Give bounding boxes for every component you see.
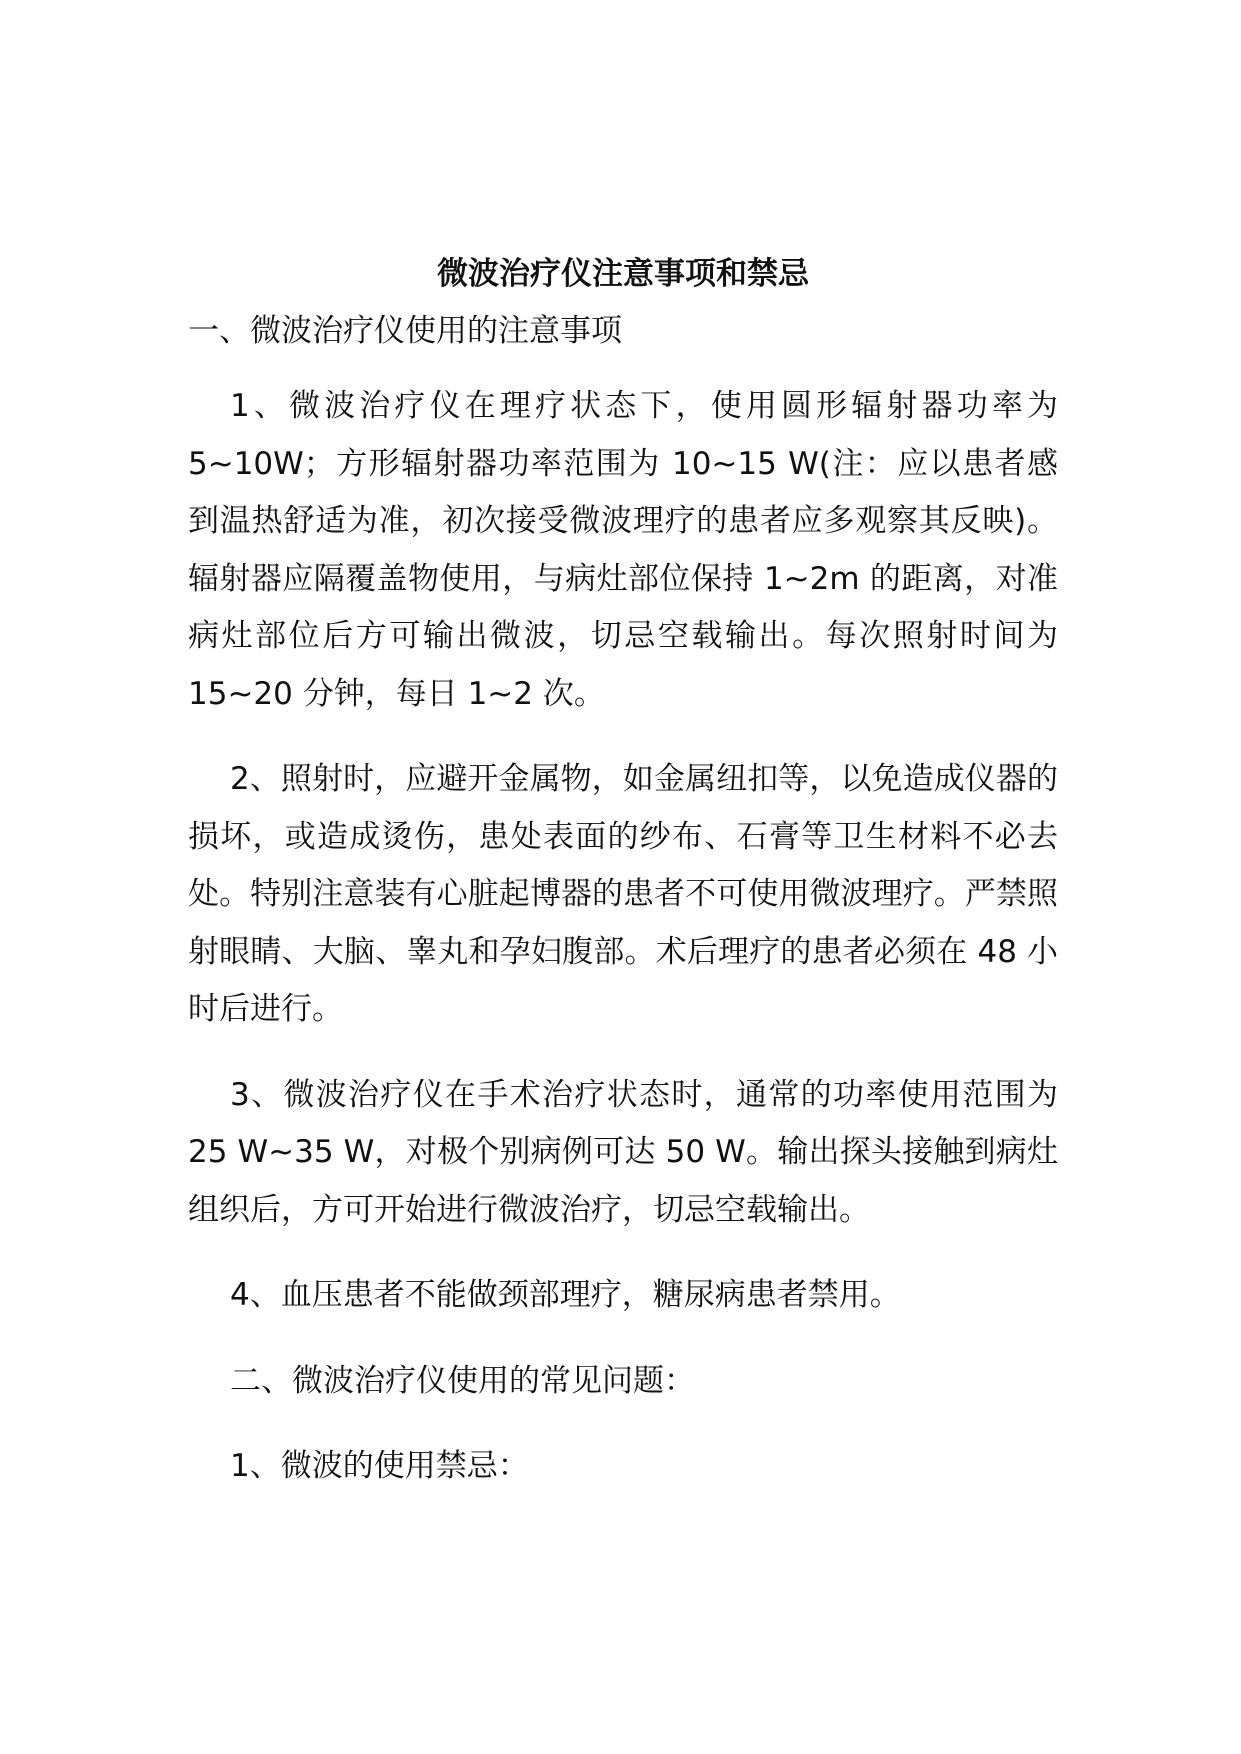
section-heading-1: 一、微波治疗仪使用的注意事项 <box>188 313 622 349</box>
section-heading-2: 二、微波治疗仪使用的常见问题： <box>230 1362 695 1399</box>
paragraph-2: 2、照射时，应避开金属物，如金属纽扣等，以免造成仪器的损坏，或造成烫伤，患处表面的纱布、石膏等卫生材料不必去处。特别注意装有心脏起博器的患者不可使用微波理疗。严禁照射眼睛、大脑、睾丸和孕妇腹部。术后理疗的患者必须在 48 小时后进行。 <box>188 761 1058 1027</box>
paragraph-4: 4、血压患者不能做颈部理疗，糖尿病患者禁用。 <box>230 1277 901 1313</box>
paragraph-3: 3、微波治疗仪在手术治疗状态时，通常的功率使用范围为 25 W~35 W，对极个别病例可达 50 W。输出探头接触到病灶组织后，方可开始进行微波治疗，切忌空载输出。 <box>188 1076 1058 1228</box>
paragraph-1: 1、微波治疗仪在理疗状态下，使用圆形辐射器功率为5~10W；方形辐射器功率范围为 10~15 W(注：应以患者感到温热舒适为准，初次接受微波理疗的患者应多观察其反映)。辐射器应隔覆盖物使用，与病灶部位保持 1~2m 的距离，对准病灶部位后方可输出微波，切忌空载输出。每次照射时间为 15~20 分钟，每日 1~2 次。 <box>188 388 1058 712</box>
document-title: 微波治疗仪注意事项和禁忌 <box>437 256 809 292</box>
paragraph-5: 1、微波的使用禁忌： <box>230 1448 529 1484</box>
document-body <box>188 252 1058 1524</box>
